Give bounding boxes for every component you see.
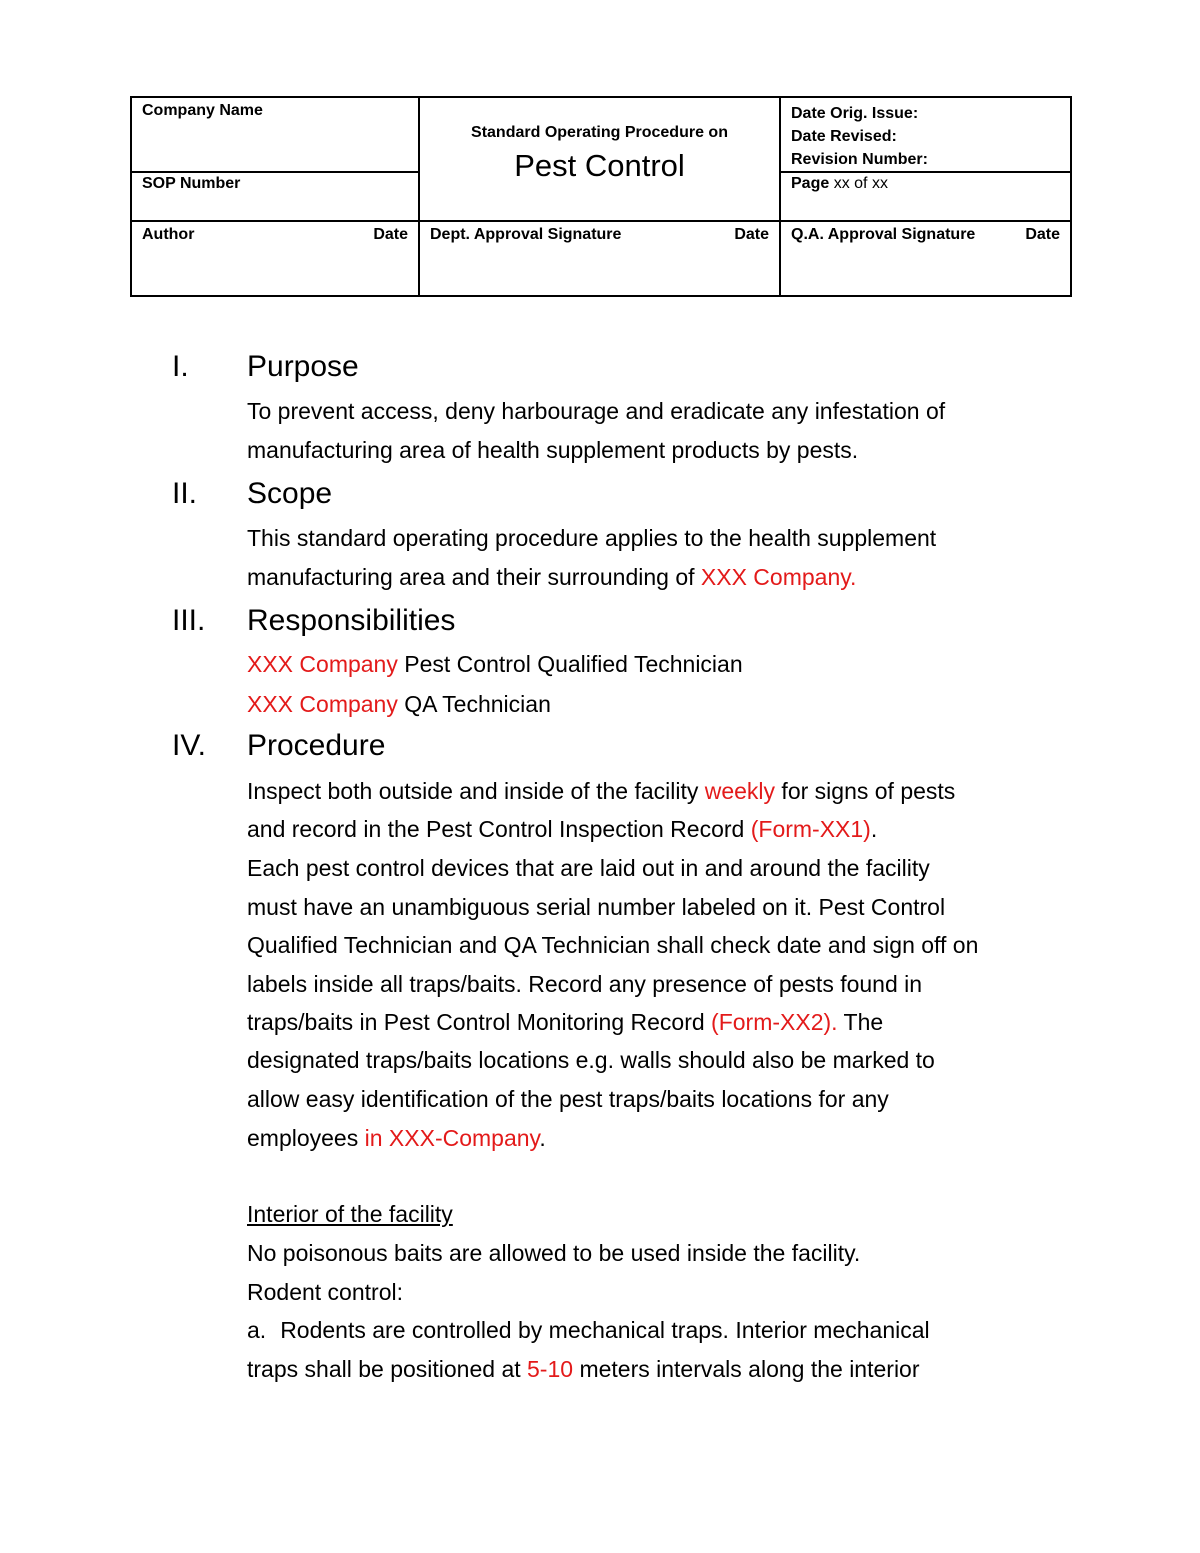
- interior-text-line: Rodent control:: [247, 1279, 403, 1305]
- interior-text-line: No poisonous baits are allowed to be used inside the facility.: [247, 1240, 861, 1266]
- page-label: Page: [791, 175, 830, 192]
- scope-numeral: II.: [172, 477, 198, 510]
- form-reference: (Form-XX1): [750, 816, 871, 842]
- qa-date-label: Date: [1025, 226, 1060, 243]
- text-span: traps shall be positioned at: [247, 1356, 528, 1382]
- text-span: The: [837, 1009, 884, 1035]
- responsibility-item: [247, 691, 551, 718]
- author-label: Author: [142, 226, 195, 243]
- purpose-numeral: I.: [172, 350, 189, 383]
- list-marker: a.: [247, 1317, 267, 1343]
- interior-list-item: [247, 1317, 930, 1344]
- frequency-highlight: weekly: [704, 778, 776, 804]
- scope-text-line: This standard operating procedure applies to the health supplement: [247, 525, 937, 551]
- text-span: meters intervals along the interior: [573, 1356, 920, 1382]
- purpose-title: Purpose: [247, 350, 359, 383]
- company-placeholder: XXX Company.: [700, 564, 857, 590]
- scope-text-line: [247, 564, 856, 591]
- date-orig-issue-label: Date Orig. Issue:: [791, 105, 919, 122]
- text-span: Rodents are controlled by mechanical traps. Interior mechanical: [280, 1317, 930, 1343]
- sop-header-table: [130, 96, 1072, 297]
- author-date-label: Date: [373, 226, 408, 243]
- procedure-text-line: designated traps/baits locations e.g. walls should also be marked to: [247, 1047, 935, 1073]
- text-span: for signs of pests: [775, 778, 956, 804]
- sop-title: Pest Control: [514, 148, 685, 183]
- responsibilities-numeral: III.: [172, 604, 206, 637]
- qa-approval-cell: [780, 221, 1071, 296]
- text-span: QA Technician: [397, 691, 551, 717]
- procedure-text-line: Each pest control devices that are laid out in and around the facility: [247, 855, 930, 881]
- company-name-cell: [131, 97, 419, 172]
- procedure-title: Procedure: [247, 729, 386, 762]
- sop-title-prefix: Standard Operating Procedure on: [471, 124, 728, 141]
- procedure-text-line: allow easy identification of the pest traps/baits locations for any: [247, 1086, 889, 1112]
- responsibility-item: [247, 651, 743, 678]
- company-name-label: Company Name: [142, 102, 263, 119]
- qa-approval-label: Q.A. Approval Signature: [791, 226, 976, 243]
- interval-highlight: 5-10: [527, 1356, 574, 1382]
- company-placeholder: in XXX-Company: [364, 1125, 540, 1151]
- text-span: employees: [247, 1125, 365, 1151]
- procedure-text-line: [247, 1125, 546, 1152]
- sop-number-label: SOP Number: [142, 175, 241, 192]
- page-cell: [780, 172, 1071, 221]
- text-span: Inspect both outside and inside of the facility: [247, 778, 705, 804]
- date-revised-label: Date Revised:: [791, 128, 897, 145]
- procedure-text-line: Qualified Technician and QA Technician shall check date and sign off on: [247, 932, 979, 958]
- procedure-text-line: [247, 778, 955, 805]
- purpose-text-line: manufacturing area of health supplement products by pests.: [247, 437, 859, 463]
- text-span: Pest Control Qualified Technician: [397, 651, 743, 677]
- procedure-numeral: IV.: [172, 729, 206, 762]
- text-span: .: [870, 816, 878, 842]
- text-span: manufacturing area and their surrounding of: [247, 564, 701, 590]
- dept-date-label: Date: [734, 226, 769, 243]
- procedure-text-line: must have an unambiguous serial number labeled on it. Pest Control: [247, 894, 946, 920]
- procedure-text-line: labels inside all traps/baits. Record any presence of pests found in: [247, 971, 923, 997]
- interior-heading: Interior of the facility: [247, 1201, 453, 1227]
- company-placeholder: XXX Company: [247, 651, 398, 677]
- dept-approval-label: Dept. Approval Signature: [430, 226, 622, 243]
- purpose-text-line: To prevent access, deny harbourage and eradicate any infestation of: [247, 398, 946, 424]
- page-value: xx of xx: [833, 175, 888, 192]
- revision-number-label: Revision Number:: [791, 151, 928, 168]
- text-span: traps/baits in Pest Control Monitoring Record: [247, 1009, 712, 1035]
- author-cell: [131, 221, 419, 296]
- scope-title: Scope: [247, 477, 333, 510]
- dates-cell: [780, 97, 1071, 172]
- procedure-text-line: [247, 1009, 883, 1036]
- form-reference: (Form-XX2).: [711, 1009, 838, 1035]
- responsibilities-title: Responsibilities: [247, 604, 456, 637]
- text-span: and record in the Pest Control Inspection Record: [247, 816, 751, 842]
- text-span: .: [539, 1125, 546, 1151]
- sop-number-cell: [131, 172, 419, 221]
- procedure-text-line: [247, 816, 877, 843]
- sop-title-cell: [419, 97, 780, 221]
- interior-text-line: [247, 1356, 920, 1383]
- dept-approval-cell: [419, 221, 780, 296]
- company-placeholder: XXX Company: [247, 691, 398, 717]
